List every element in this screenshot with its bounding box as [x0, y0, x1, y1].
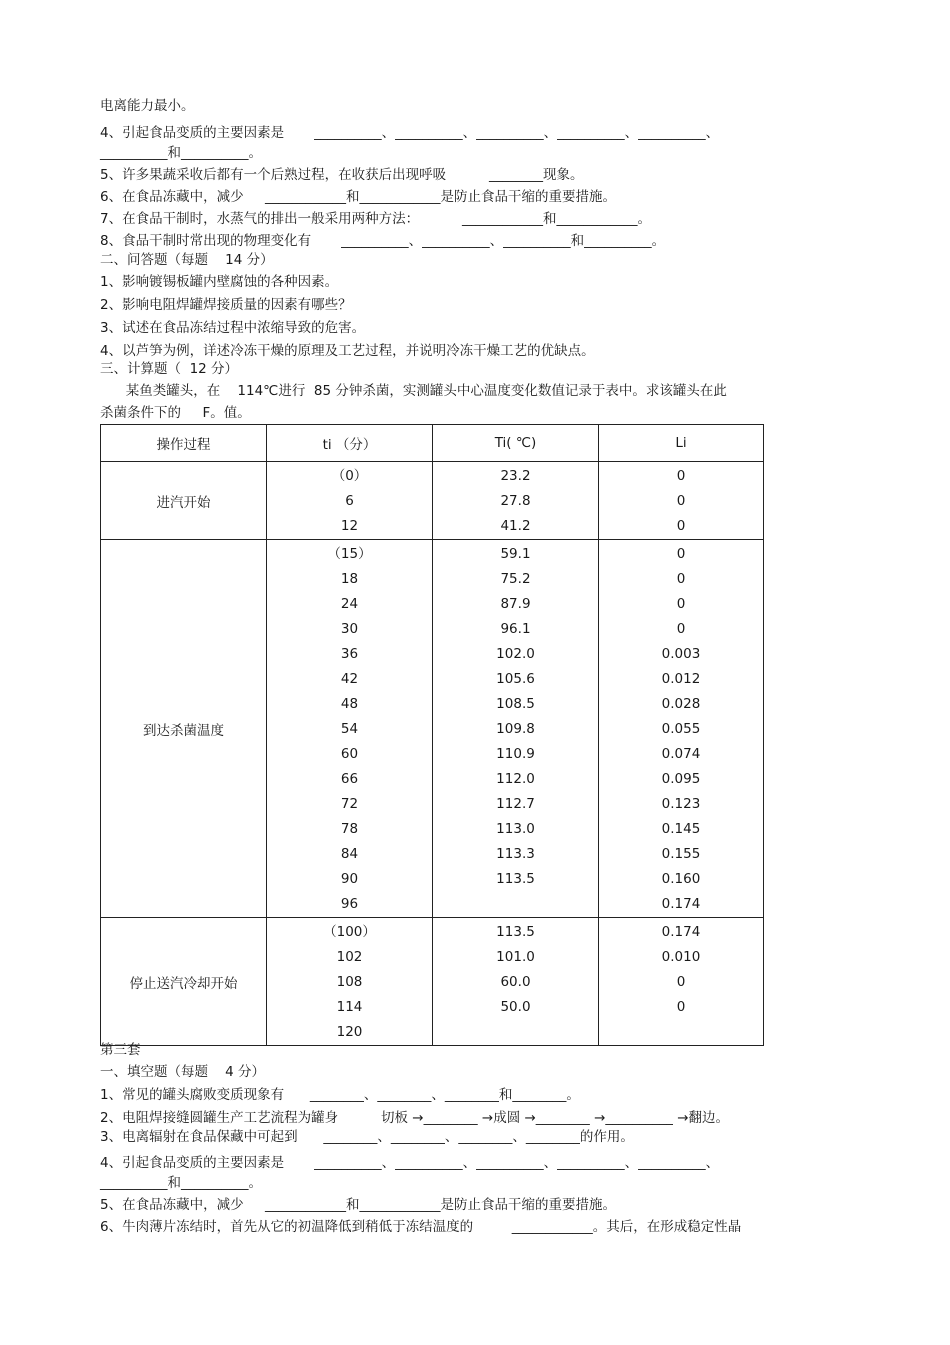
ti-value: 36 — [340, 646, 359, 662]
section-heading-qa: 二、问答题（每题 14 分） — [100, 252, 274, 268]
column-ti-cell — [267, 918, 433, 1046]
ti-value: 101.0 — [496, 949, 535, 965]
ti-value: 112.0 — [496, 771, 535, 787]
ti-value: 60.0 — [500, 974, 531, 990]
ti-value: 54 — [340, 721, 359, 737]
li-value: 0.028 — [661, 696, 701, 712]
ti-value — [433, 1020, 598, 1045]
li-value: 0.012 — [661, 671, 701, 687]
ti-value: 114 — [336, 999, 363, 1015]
column-ti-cell — [433, 462, 599, 540]
ti-value: 27.8 — [500, 493, 531, 509]
table-header-row — [101, 425, 764, 462]
ti-value: 96.1 — [500, 621, 531, 637]
ti-value: 75.2 — [500, 571, 531, 587]
fill-question-2: 2、电阻焊接缝圆罐生产工艺流程为罐身 切板 →________ →成圆 →________ →__________ →翻边。 — [100, 1110, 730, 1126]
table-group-row — [101, 918, 764, 1046]
header-operation: 操作过程 — [101, 425, 267, 462]
ti-value: 72 — [340, 796, 359, 812]
ti-value: 87.9 — [500, 596, 531, 612]
sterilization-data-table — [100, 424, 764, 1046]
table-group-row — [101, 462, 764, 540]
ti-value: 110.9 — [496, 746, 535, 762]
question-4-continued: __________和__________。 — [100, 145, 262, 161]
question-8-line: 8、食品干制时常出现的物理变化有 __________、__________、__________和__________。 — [100, 233, 666, 249]
ti-value: 48 — [340, 696, 359, 712]
li-value: 0 — [676, 468, 686, 484]
ti-value: 113.3 — [496, 846, 535, 862]
ti-value: 24 — [340, 596, 359, 612]
ti-value: 12 — [340, 518, 359, 534]
column-li-cell — [599, 918, 764, 1046]
section-heading-fill: 一、填空题（每题 4 分） — [100, 1064, 266, 1080]
ti-value: 60 — [340, 746, 359, 762]
column-ti-cell — [267, 540, 433, 918]
ti-value: 6 — [345, 493, 354, 509]
fill-question-4-continued: __________和__________。 — [100, 1175, 262, 1191]
ti-value: 78 — [340, 821, 359, 837]
li-value: 0 — [676, 571, 686, 587]
fill-question-4: 4、引起食品变质的主要因素是 __________、__________、__________、__________、__________、 — [100, 1155, 720, 1171]
qa-question-2: 2、影响电阻焊罐焊接质量的因素有哪些？ — [100, 297, 352, 313]
ti-value: 96 — [340, 896, 359, 912]
ti-value: 112.7 — [496, 796, 535, 812]
li-value: 0.145 — [661, 821, 701, 837]
header-Ti: Ti( ℃) — [433, 425, 599, 462]
phase-label: 到达杀菌温度 — [101, 540, 267, 918]
calc-problem-text-continued: 杀菌条件下的 F。值。 — [100, 405, 251, 421]
text-line: 电离能力最小。 — [100, 98, 195, 114]
ti-value: 102 — [336, 949, 363, 965]
ti-value: 18 — [340, 571, 359, 587]
fill-question-5: 5、在食品冻藏中，减少 ____________和____________是防止食品干缩的重要措施。 — [100, 1197, 617, 1213]
ti-value: 23.2 — [500, 468, 531, 484]
section-heading-calc: 三、计算题（ 12 分） — [100, 361, 239, 377]
ti-value: （100） — [323, 924, 376, 940]
ti-value: 108.5 — [496, 696, 535, 712]
ti-value: 113.5 — [496, 871, 535, 887]
qa-question-1: 1、影响镀锡板罐内壁腐蚀的各种因素。 — [100, 274, 339, 290]
li-value: 0 — [676, 999, 686, 1015]
question-4-line: 4、引起食品变质的主要因素是 __________、__________、__________、__________、__________、 — [100, 125, 720, 141]
qa-question-4: 4、以芦笋为例，详述冷冻干燥的原理及工艺过程，并说明冷冻干燥工艺的优缺点。 — [100, 343, 595, 359]
set-title: 第三套 — [100, 1042, 141, 1058]
qa-question-3: 3、试述在食品冻结过程中浓缩导致的危害。 — [100, 320, 366, 336]
column-ti-cell — [433, 540, 599, 918]
ti-value: 113.5 — [496, 924, 535, 940]
phase-label: 进汽开始 — [101, 462, 267, 540]
ti-value: 50.0 — [500, 999, 531, 1015]
ti-value — [433, 892, 598, 917]
li-value — [599, 1020, 763, 1045]
li-value: 0.174 — [661, 896, 701, 912]
li-value: 0 — [676, 621, 686, 637]
li-value: 0.055 — [661, 721, 701, 737]
header-Li: Li — [599, 425, 764, 462]
li-value: 0.123 — [661, 796, 701, 812]
li-value: 0.074 — [661, 746, 701, 762]
table-group-row — [101, 540, 764, 918]
header-ti: ti （分） — [267, 425, 433, 462]
column-ti-cell — [267, 462, 433, 540]
li-value: 0 — [676, 974, 686, 990]
ti-value: 90 — [340, 871, 359, 887]
question-6-line: 6、在食品冻藏中，减少 ____________和____________是防止食品干缩的重要措施。 — [100, 189, 617, 205]
calc-problem-text: 某鱼类罐头，在 114℃进行 85 分钟杀菌，实测罐头中心温度变化数值记录于表中。求该罐头在此 — [100, 383, 727, 399]
question-7-line: 7、在食品干制时，水蒸气的排出一般采用两种方法： ____________和____________。 — [100, 211, 652, 227]
question-5-line: 5、许多果蔬采收后都有一个后熟过程，在收获后出现呼吸 ________现象。 — [100, 167, 584, 183]
ti-value: 84 — [340, 846, 359, 862]
li-value: 0.160 — [661, 871, 701, 887]
ti-value: 59.1 — [500, 546, 531, 562]
ti-value: 66 — [340, 771, 359, 787]
li-value: 0 — [676, 546, 686, 562]
li-value: 0.155 — [661, 846, 701, 862]
ti-value: 30 — [340, 621, 359, 637]
ti-value: 108 — [336, 974, 363, 990]
ti-value: 102.0 — [496, 646, 535, 662]
phase-label: 停止送汽冷却开始 — [101, 918, 267, 1046]
li-value: 0 — [676, 596, 686, 612]
ti-value: 42 — [340, 671, 359, 687]
ti-value: （0） — [331, 468, 368, 484]
fill-question-1: 1、常见的罐头腐败变质现象有 ________、________、________和________。 — [100, 1087, 580, 1103]
li-value: 0 — [676, 493, 686, 509]
li-value: 0.010 — [661, 949, 701, 965]
ti-value: （15） — [327, 546, 372, 562]
column-li-cell — [599, 462, 764, 540]
ti-value: 109.8 — [496, 721, 535, 737]
ti-value: 105.6 — [496, 671, 535, 687]
fill-question-3: 3、电离辐射在食品保藏中可起到 ________、________、________、________的作用。 — [100, 1129, 634, 1145]
li-value: 0.003 — [661, 646, 701, 662]
li-value: 0 — [676, 518, 686, 534]
li-value: 0.174 — [661, 924, 701, 940]
column-li-cell — [599, 540, 764, 918]
fill-question-6: 6、牛肉薄片冻结时，首先从它的初温降低到稍低于冻结温度的 ____________。其后，在形成稳定性晶 — [100, 1219, 742, 1235]
ti-value: 113.0 — [496, 821, 535, 837]
ti-value: 120 — [336, 1024, 363, 1040]
ti-value: 41.2 — [500, 518, 531, 534]
column-ti-cell — [433, 918, 599, 1046]
li-value: 0.095 — [661, 771, 701, 787]
